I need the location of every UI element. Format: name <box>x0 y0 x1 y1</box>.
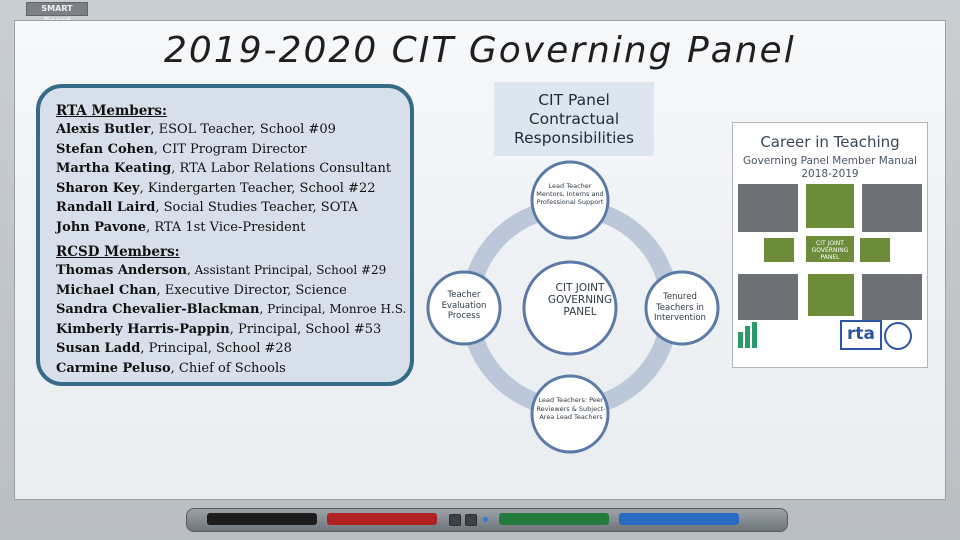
member-row <box>56 339 406 359</box>
manual-photo <box>862 274 922 320</box>
right-click-button[interactable] <box>465 514 477 526</box>
member-role: , CIT Program Director <box>153 141 307 157</box>
member-role: , RTA Labor Relations Consultant <box>171 161 392 176</box>
member-name: Alexis Butler <box>56 122 151 137</box>
manual-green-box <box>806 184 854 228</box>
manual-subtitle-line1: Governing Panel Member Manual <box>743 155 917 167</box>
member-name: Sharon Key <box>56 180 140 196</box>
member-row <box>56 359 406 379</box>
member-row <box>56 281 406 301</box>
member-role: , RTA 1st Vice-President <box>146 219 306 235</box>
rta-members-heading: RTA Members: <box>56 103 168 119</box>
member-row <box>56 261 406 281</box>
members-panel <box>36 84 414 386</box>
rta-logo: rta <box>840 320 882 350</box>
red-pen-slot[interactable] <box>327 513 437 525</box>
manual-subtitle <box>733 155 927 181</box>
bar-logo-icon <box>738 322 764 348</box>
member-name: Martha Keating <box>56 161 172 176</box>
manual-green-box-label: CIT JOINT GOVERNING PANEL <box>806 236 854 262</box>
member-row <box>56 300 406 320</box>
responsibilities-header <box>494 82 654 156</box>
left-node-label: Teacher Evaluation Process <box>441 290 487 321</box>
member-name: Stefan Cohen <box>56 141 154 157</box>
manual-green-box <box>860 238 890 262</box>
manual-subtitle-line2: 2018-2019 <box>801 168 859 180</box>
responsibilities-header-text: CIT Panel Contractual Responsibilities <box>514 91 634 147</box>
manual-photo <box>738 274 798 320</box>
right-node-label: Tenured Teachers in Intervention <box>654 292 706 323</box>
member-role: , Principal, Monroe H.S. <box>259 302 407 316</box>
bottom-node-label: Lead Teachers: Peer Reviewers & Subject-Area Lead Teachers <box>536 396 606 421</box>
status-led-icon <box>483 517 488 522</box>
member-role: , Chief of Schools <box>170 360 286 376</box>
keyboard-button[interactable] <box>449 514 461 526</box>
member-row <box>56 320 406 340</box>
member-row <box>56 140 406 160</box>
member-role: , Kindergarten Teacher, School #22 <box>139 180 376 196</box>
slide-title: 2019-2020 CIT Governing Panel <box>164 30 796 71</box>
manual-green-box <box>764 238 794 262</box>
member-role: , Principal, School #28 <box>140 341 292 356</box>
member-name: Sandra Chevalier-Blackman <box>56 302 260 317</box>
member-role: , Social Studies Teacher, SOTA <box>155 200 358 215</box>
black-pen-slot[interactable] <box>207 513 317 525</box>
member-name: Susan Ladd <box>56 341 141 356</box>
member-row <box>56 120 406 140</box>
member-name: Randall Laird <box>56 200 156 215</box>
manual-photo <box>862 184 922 232</box>
member-name: Thomas Anderson <box>56 263 188 278</box>
manual-photo <box>738 184 798 232</box>
members-list <box>56 102 406 378</box>
member-name: Kimberly Harris-Pappin <box>56 321 230 337</box>
member-name: Michael Chan <box>56 282 157 298</box>
pen-tray <box>186 508 788 532</box>
green-pen-slot[interactable] <box>499 513 609 525</box>
member-role: , Assistant Principal, School #29 <box>187 263 387 277</box>
member-role: , Executive Director, Science <box>156 282 347 298</box>
center-node-label: CIT JOINT GOVERNING PANEL <box>547 282 613 318</box>
member-row <box>56 159 406 179</box>
manual-green-box <box>808 274 854 316</box>
rcsd-members-heading: RCSD Members: <box>56 244 180 260</box>
smart-board-logo: SMART <box>26 2 88 16</box>
member-name: Carmine Peluso <box>56 360 171 376</box>
district-seal-icon <box>884 322 912 350</box>
member-row <box>56 179 406 199</box>
blue-pen-slot[interactable] <box>619 513 739 525</box>
member-name: John Pavone <box>56 219 147 235</box>
member-row <box>56 198 406 218</box>
member-role: , ESOL Teacher, School #09 <box>150 122 336 137</box>
top-node-label: Lead Teacher Mentors, Interns and Professional Support <box>536 182 604 206</box>
member-role: , Principal, School #53 <box>229 321 382 337</box>
member-row <box>56 218 406 238</box>
manual-title: Career in Teaching <box>760 133 900 151</box>
